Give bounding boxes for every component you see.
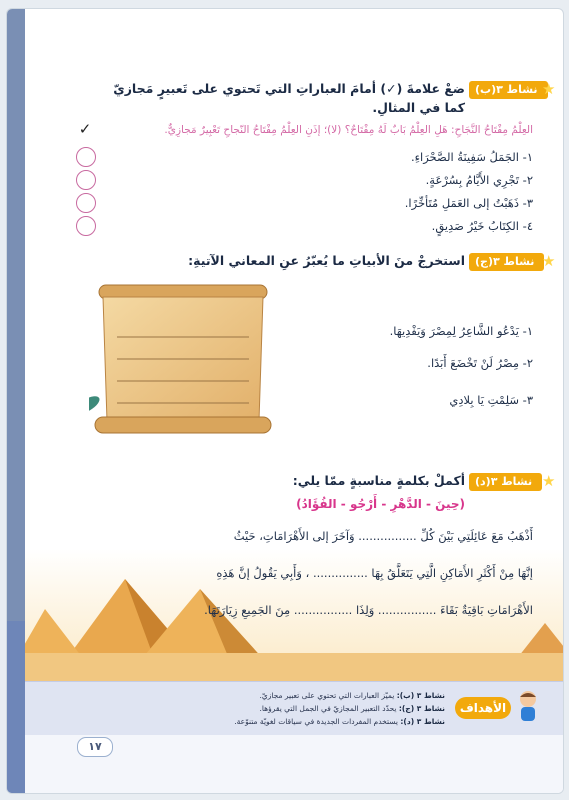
goal-2-tag: نشاط ٣ (ج): bbox=[398, 704, 445, 713]
fill-line-1: أَذْهَبُ مَعَ عَائِلَتِي بَيْنَ كُلِّ ................ وَآخَرَ إلى الأَهْرَامَاتِ، حَيْثُ bbox=[233, 529, 533, 543]
answer-circle-3[interactable] bbox=[76, 193, 96, 213]
answer-circle-1[interactable] bbox=[76, 147, 96, 167]
goal-1-text: يميّز العبارات التي تحتوي على تعبير مجازيّ. bbox=[259, 691, 395, 700]
goal-1-tag: نشاط ٣ (ب): bbox=[396, 691, 445, 700]
meaning-1: ١- يَدْعُو الشَّاعِرُ لِمِصْرَ وَيَفْدِيهَا. bbox=[389, 324, 533, 338]
answer-circle-2[interactable] bbox=[76, 170, 96, 190]
activity-badge-d: نشاط ٣(د) bbox=[469, 473, 542, 491]
goal-3-text: يستخدم المفردات الجديدة في سياقات لغويّة متنوّعة. bbox=[234, 717, 399, 726]
meaning-2: ٢- مِصْرُ لَنْ تَخْضَعَ أَبَدًا. bbox=[427, 356, 533, 370]
instruction-c: استخرجْ منَ الأبياتِ ما يُعبّرُ عنِ المعاني الآتيةِ: bbox=[188, 253, 465, 268]
goal-3-tag: نشاط ٣ (د): bbox=[400, 717, 445, 726]
goal-2 bbox=[260, 704, 445, 713]
fill-line-2: إنَّهَا مِنْ أَكْثَرِ الأَمَاكِنِ الَّتِي يَتَعَلَّقُ بِهَا ............... ، وَأَبِي يَقُولُ إنَّ هَذِهِ bbox=[216, 566, 533, 580]
goals-label: الأهداف bbox=[455, 697, 511, 719]
fill-line-3: الأَهْرَامَاتِ بَاقِيَةٌ بَقَاءَ ................ وَلِذَا ................ مِنَ الجَمِيعِ زِيَارَتَهَا. bbox=[204, 603, 533, 617]
boy-mascot-icon bbox=[513, 689, 543, 721]
statement-1: ١- الجَمَلُ سَفِينَةُ الصَّحْرَاءِ. bbox=[410, 150, 533, 164]
goal-1 bbox=[259, 691, 445, 700]
textbook-page bbox=[6, 8, 564, 794]
goal-3 bbox=[234, 717, 445, 726]
parchment-scroll-image bbox=[89, 279, 275, 449]
activity-badge-c: نشاط ٣(ج) bbox=[469, 253, 544, 271]
star-icon: ★ bbox=[542, 472, 556, 490]
word-choices: (حِينَ - الدَّهْرِ - أَرْجُو - الفُؤَادُ) bbox=[296, 497, 465, 511]
meaning-3: ٣- سَلِمْتِ يَا بِلادِي bbox=[449, 393, 533, 407]
statement-2: ٢- تَجْرِي الأَيَّامُ بِسُرْعَةٍ. bbox=[425, 173, 533, 187]
instruction-d: أكملْ بكلمةٍ مناسبةٍ ممّا يلي: bbox=[292, 473, 465, 488]
activity-badge-b: نشاط ٣(ب) bbox=[469, 81, 548, 99]
page-number: ١٧ bbox=[77, 737, 113, 757]
instruction-b-line2: كما في المثالِ. bbox=[372, 100, 465, 115]
star-icon: ★ bbox=[542, 252, 556, 270]
goal-2-text: يحدّد التعبير المجازيّ في الجمل التي يقرؤها. bbox=[259, 704, 397, 713]
checkmark-icon: ✓ bbox=[78, 120, 92, 138]
star-icon: ★ bbox=[542, 80, 556, 98]
statement-4: ٤- الكِتَابُ خَيْرُ صَدِيقٍ. bbox=[431, 219, 533, 233]
example-sentence: العِلْمُ مِفْتَاحُ النَّجَاحِ: هَلِ العِلْمُ بَابٌ لَهُ مِفْتَاحٌ؟ (لا)؛ إذَنِ العِلْمُ مِفْتَاحُ النّجاحِ تَعْبِيرٌ مَجازِيٌّ. bbox=[164, 124, 533, 136]
answer-circle-4[interactable] bbox=[76, 216, 96, 236]
statement-3: ٣- ذَهَبْتُ إلى العَمَلِ مُتَأخِّرًا. bbox=[404, 196, 533, 210]
instruction-b-line1: ضعْ علامةَ (✓) أمامَ العباراتِ التي تَحتوي على تَعبيرٍ مَجازيّ bbox=[113, 81, 465, 96]
side-rail-bottom bbox=[7, 621, 25, 793]
